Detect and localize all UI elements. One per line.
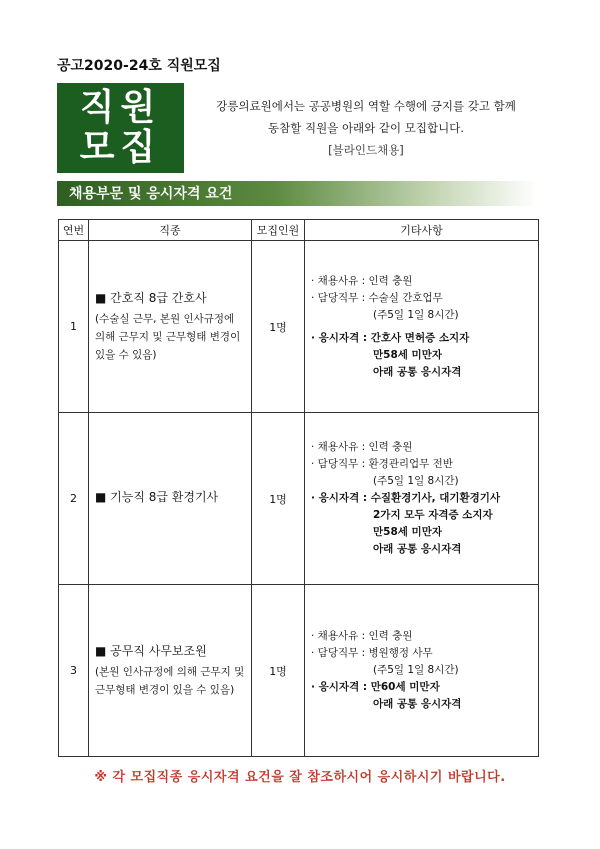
section-title: 채용부문 및 응시자격 요건 <box>69 186 233 202</box>
intro-blind-label: [블라인드채용] <box>328 143 404 157</box>
etc-qualification-detail: 만58세 미만자 <box>373 348 442 361</box>
row-count: 1명 <box>252 241 305 413</box>
job-title: ■ 간호직 8급 간호사 <box>95 291 207 305</box>
etc-qualification-detail: 아래 공통 응시자격 <box>373 543 462 555</box>
recruitment-table <box>58 219 539 757</box>
etc-qualification-detail: 2가지 모두 자격증 소지자 <box>373 509 493 521</box>
etc-duty: · 담당직무 : 수술실 간호업무 <box>311 291 443 304</box>
job-cell <box>89 585 252 757</box>
etc-reason: · 채용사유 : 인력 충원 <box>311 630 413 642</box>
job-title: ■ 기능직 8급 환경기사 <box>95 490 219 504</box>
row-no: 1 <box>59 241 89 413</box>
intro-text <box>196 95 536 161</box>
etc-hours: (주5일 1일 8시간) <box>373 475 459 487</box>
etc-qualification-detail: 아래 공통 응시자격 <box>373 698 462 710</box>
header-etc: 기타사항 <box>305 220 539 241</box>
job-cell <box>89 241 252 413</box>
etc-reason: · 채용사유 : 인력 충원 <box>311 441 413 453</box>
etc-reason: · 채용사유 : 인력 충원 <box>311 274 413 287</box>
recruitment-logo <box>57 83 184 173</box>
job-note: (수술실 근무, 본원 인사규정에 의해 근무지 및 근무형태 변경이 있을 수 있음) <box>95 313 241 361</box>
etc-cell <box>305 585 539 757</box>
header-count: 모집인원 <box>252 220 305 241</box>
etc-qualification: · 응시자격 : 간호사 면허증 소지자 <box>311 331 470 344</box>
row-no: 2 <box>59 413 89 585</box>
etc-duty: · 담당직무 : 병원행정 사무 <box>311 647 433 659</box>
etc-qualification: · 응시자격 : 수질환경기사, 대기환경기사 <box>311 492 501 504</box>
row-count: 1명 <box>252 413 305 585</box>
etc-duty: · 담당직무 : 환경관리업무 전반 <box>311 458 453 470</box>
document-title: 공고2020-24호 직원모집 <box>57 58 221 74</box>
row-count: 1명 <box>252 585 305 757</box>
header-no: 연번 <box>59 220 89 241</box>
logo-text-line1: 직원 <box>79 87 162 128</box>
footer-notice: ※ 각 모집직종 응시자격 요건을 잘 참조하시어 응시하시기 바랍니다. <box>94 770 506 785</box>
intro-line: 동참할 직원을 아래와 같이 모집합니다. <box>267 121 465 135</box>
section-header <box>57 181 537 206</box>
job-title: ■ 공무직 사무보조원 <box>95 644 207 658</box>
table-row <box>59 241 539 413</box>
intro-line: 강릉의료원에서는 공공병원의 역할 수행에 긍지를 갖고 함께 <box>216 99 516 113</box>
etc-qualification: · 응시자격 : 만60세 미만자 <box>311 681 440 693</box>
logo-text-line2: 모집 <box>79 127 162 168</box>
job-cell <box>89 413 252 585</box>
etc-qualification-detail: 아래 공통 응시자격 <box>373 365 462 378</box>
table-row <box>59 413 539 585</box>
etc-hours: (주5일 1일 8시간) <box>373 664 459 676</box>
etc-cell <box>305 241 539 413</box>
etc-qualification-detail: 만58세 미만자 <box>373 526 442 538</box>
header-job: 직종 <box>89 220 252 241</box>
table-header-row <box>59 220 539 241</box>
table-row <box>59 585 539 757</box>
row-no: 3 <box>59 585 89 757</box>
job-note: (본원 인사규정에 의해 근무지 및 근무형태 변경이 있을 수 있음) <box>95 666 245 696</box>
etc-hours: (주5일 1일 8시간) <box>373 308 459 321</box>
etc-cell <box>305 413 539 585</box>
